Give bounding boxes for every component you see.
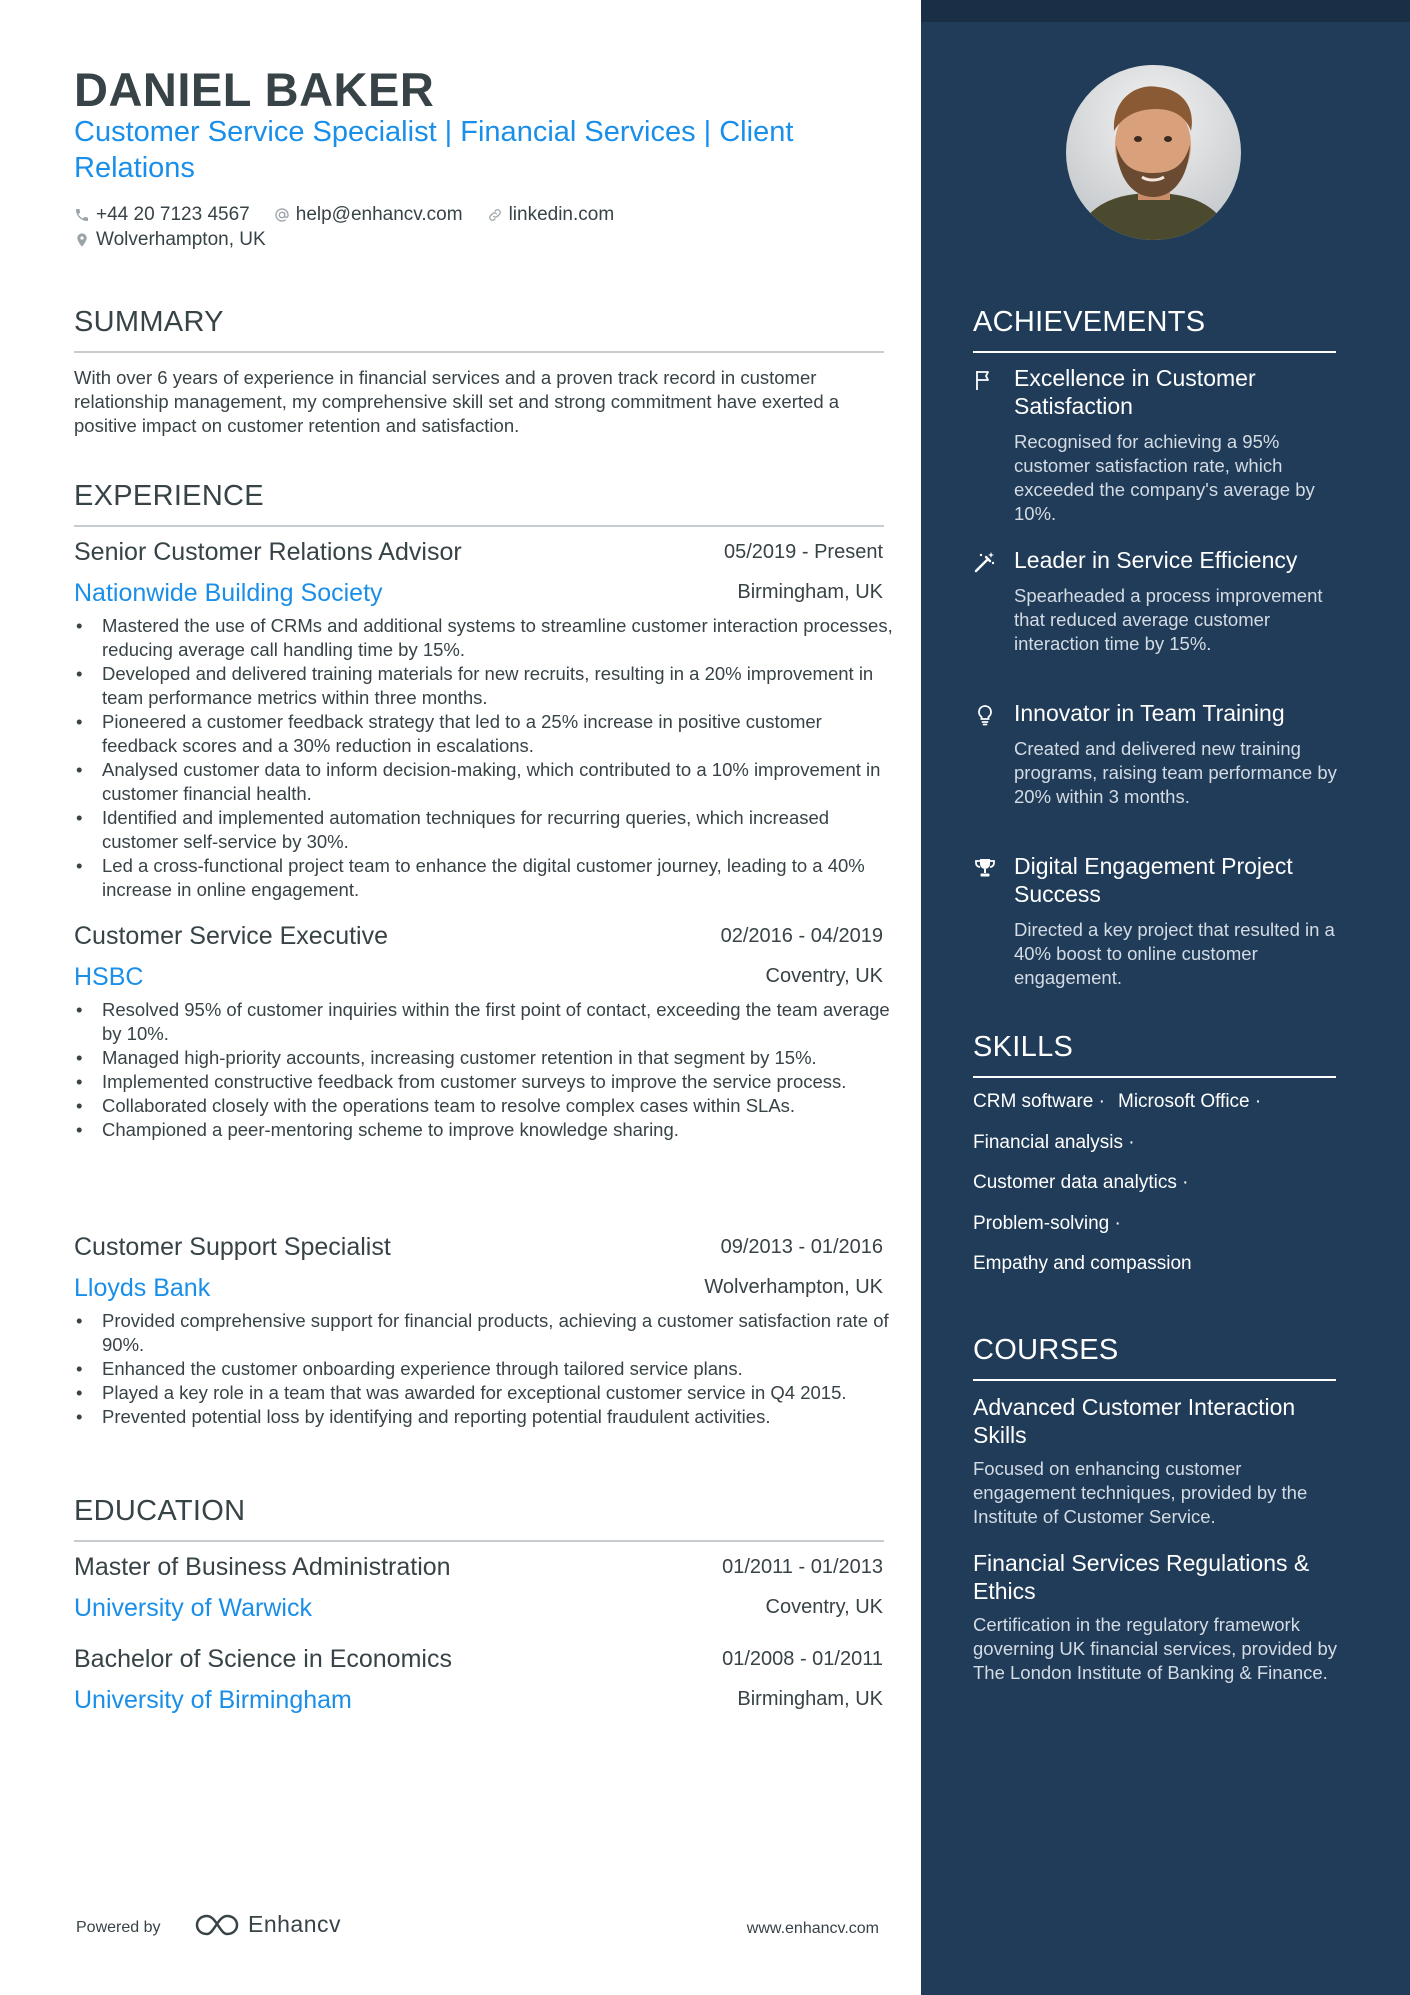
flag-icon (973, 368, 997, 392)
school[interactable]: University of Warwick (74, 1594, 312, 1622)
course-desc: Certification in the regulatory framework governing UK financial services, provided by The London Institute of Banking & Finance. (973, 1614, 1338, 1683)
lightbulb-icon (973, 703, 997, 727)
bullet-item: • Developed and delivered training materials for new recruits, resulting in a 20% improvement in team performance metrics within three months. (74, 662, 894, 710)
linkedin-text: linkedin.com (508, 203, 615, 225)
bullet-item: • Mastered the use of CRMs and additional systems to streamline customer interaction processes, reducing average call handling time by 15%. (74, 614, 894, 662)
headline: Customer Service Specialist | Financial Services | Client Relations (74, 116, 794, 184)
education-location: Coventry, UK (765, 1596, 883, 1618)
bullet-item: • Championed a peer-mentoring scheme to improve knowledge sharing. (74, 1118, 894, 1142)
job-dates: 05/2019 - Present (724, 541, 883, 563)
email-text: help@enhancv.com (295, 203, 463, 225)
job-dates: 02/2016 - 04/2019 (720, 925, 883, 947)
candidate-name: DANIEL BAKER (74, 63, 435, 116)
profile-photo (1066, 65, 1241, 240)
school[interactable]: University of Birmingham (74, 1686, 352, 1714)
skill-item: Empathy and compassion (973, 1253, 1192, 1274)
bullet-item: • Enhanced the customer onboarding experience through tailored service plans. (74, 1357, 894, 1381)
contact-info (74, 202, 638, 252)
summary-heading: SUMMARY (74, 306, 884, 353)
enhancv-logo-icon (194, 1912, 240, 1938)
achievements-heading: ACHIEVEMENTS (973, 306, 1336, 353)
skill-item: Customer data analytics · (973, 1172, 1189, 1193)
contact-linkedin[interactable] (487, 204, 615, 226)
course-title: Advanced Customer Interaction Skills (973, 1394, 1296, 1448)
education-dates: 01/2008 - 01/2011 (722, 1648, 883, 1670)
achievement-desc: Directed a key project that resulted in a 40% boost to online customer engagement. (1014, 919, 1335, 988)
phone-text: +44 20 7123 4567 (96, 203, 250, 225)
achievement-title: Digital Engagement Project Success (1014, 853, 1293, 907)
avatar (1066, 65, 1241, 240)
brand-name: Enhancv (248, 1911, 342, 1937)
achievement-desc: Created and delivered new training programs, raising team performance by 20% within 3 months. (1014, 738, 1337, 807)
magic-wand-icon (973, 550, 997, 574)
link-icon (487, 207, 503, 223)
achievement-desc: Recognised for achieving a 95% customer satisfaction rate, which exceeded the company's average by 10%. (1014, 431, 1315, 524)
sidebar (921, 0, 1410, 1995)
bullet-item: • Implemented constructive feedback from customer surveys to improve the service process. (74, 1070, 894, 1094)
course-title: Financial Services Regulations & Ethics (973, 1550, 1310, 1604)
contact-phone[interactable] (74, 204, 250, 226)
bullet-item: • Played a key role in a team that was awarded for exceptional customer service in Q4 2015. (74, 1381, 894, 1405)
job-role: Senior Customer Relations Advisor (74, 538, 462, 566)
achievement-title: Leader in Service Efficiency (1014, 547, 1298, 573)
degree: Master of Business Administration (74, 1553, 451, 1581)
location-text: Wolverhampton, UK (96, 228, 266, 250)
skill-item: Microsoft Office · (1118, 1091, 1262, 1112)
trophy-icon (973, 856, 997, 880)
job-location: Wolverhampton, UK (704, 1276, 883, 1298)
course-desc: Focused on enhancing customer engagement techniques, provided by the Institute of Customer Service. (973, 1458, 1308, 1527)
at-icon (274, 207, 290, 223)
location-pin-icon (74, 232, 90, 248)
job-location: Birmingham, UK (737, 581, 883, 603)
powered-by-label: Powered by (76, 1919, 161, 1936)
contact-email[interactable] (274, 204, 463, 226)
bullet-item: • Analysed customer data to inform decision-making, which contributed to a 10% improvement in customer financial health. (74, 758, 894, 806)
contact-location (74, 229, 266, 251)
degree: Bachelor of Science in Economics (74, 1645, 452, 1673)
skills-heading: SKILLS (973, 1031, 1336, 1078)
job-location: Coventry, UK (765, 965, 883, 987)
bullet-item: • Led a cross-functional project team to enhance the digital customer journey, leading to a 40% increase in online engagement. (74, 854, 894, 902)
education-dates: 01/2011 - 01/2013 (722, 1556, 883, 1578)
job-company[interactable]: Lloyds Bank (74, 1274, 211, 1302)
job-role: Customer Support Specialist (74, 1233, 391, 1261)
bullet-item: • Provided comprehensive support for financial products, achieving a customer satisfaction rate of 90%. (74, 1309, 894, 1357)
skill-item: Problem-solving · (973, 1213, 1121, 1234)
job-company[interactable]: HSBC (74, 963, 144, 991)
bullet-item: • Pioneered a customer feedback strategy that led to a 25% increase in positive customer feedback scores and a 30% reduction in escalations. (74, 710, 894, 758)
job-dates: 09/2013 - 01/2016 (720, 1236, 883, 1258)
experience-heading: EXPERIENCE (74, 480, 884, 527)
achievement-title: Excellence in Customer Satisfaction (1014, 365, 1256, 419)
courses-heading: COURSES (973, 1334, 1336, 1381)
sidebar-top-band (921, 0, 1410, 22)
footer-url[interactable]: www.enhancv.com (746, 1920, 879, 1937)
bullet-item: • Managed high-priority accounts, increasing customer retention in that segment by 15%. (74, 1046, 894, 1070)
bullet-item: • Collaborated closely with the operations team to resolve complex cases within SLAs. (74, 1094, 894, 1118)
education-location: Birmingham, UK (737, 1688, 883, 1710)
job-bullets (74, 614, 894, 902)
achievement-title: Innovator in Team Training (1014, 700, 1285, 726)
summary-text: With over 6 years of experience in financial services and a proven track record in customer relationship management, my comprehensive skill set and strong commitment have exerted a positive impact on customer retention and satisfaction. (74, 367, 840, 436)
job-company[interactable]: Nationwide Building Society (74, 579, 383, 607)
achievement-desc: Spearheaded a process improvement that reduced average customer interaction time by 15%. (1014, 585, 1323, 654)
job-bullets (74, 1309, 894, 1429)
job-bullets (74, 998, 894, 1142)
bullet-item: • Identified and implemented automation techniques for recurring queries, which increased customer self-service by 30%. (74, 806, 894, 854)
skill-item: CRM software · (973, 1091, 1105, 1112)
education-heading: EDUCATION (74, 1495, 884, 1542)
job-role: Customer Service Executive (74, 922, 389, 950)
enhancv-logo[interactable] (194, 1911, 341, 1938)
skill-item: Financial analysis · (973, 1132, 1135, 1153)
phone-icon (74, 207, 90, 223)
bullet-item: • Resolved 95% of customer inquiries within the first point of contact, exceeding the team average by 10%. (74, 998, 894, 1046)
bullet-item: • Prevented potential loss by identifying and reporting potential fraudulent activities. (74, 1405, 894, 1429)
